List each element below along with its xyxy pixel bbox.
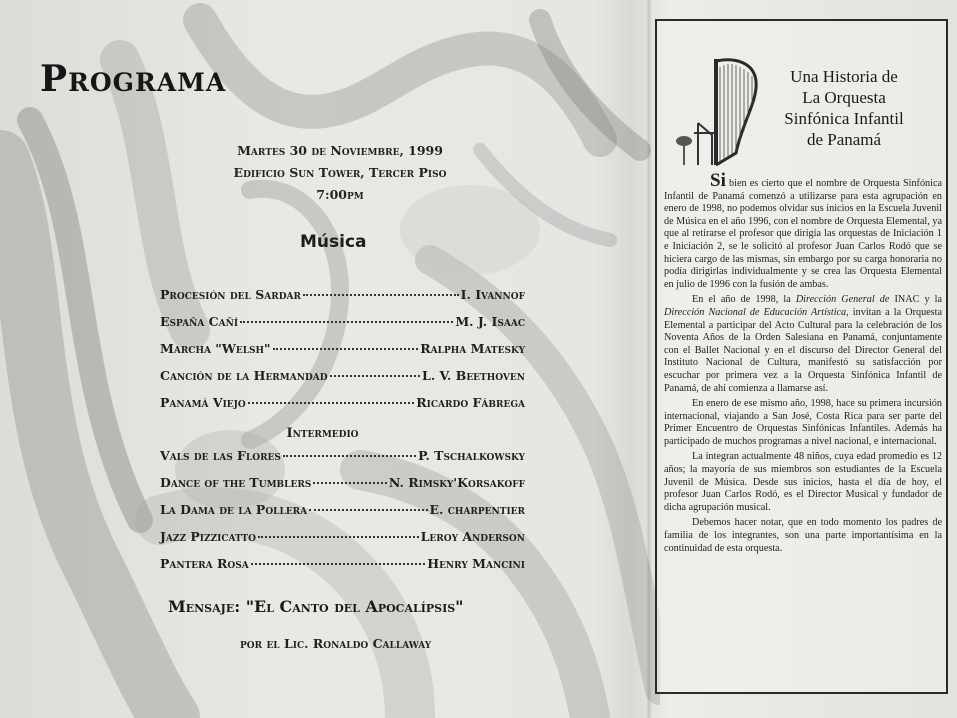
music-heading: Música [300,232,367,252]
program-item [160,556,525,583]
history-title-line: La Orquesta [802,88,886,107]
program-title: Programa [40,58,227,100]
program-item [160,395,525,422]
leader-dots [258,536,419,538]
history-title-line: Una Historia de [790,67,898,86]
intermission-heading: Intermedio [286,426,359,441]
program-item [160,448,525,475]
program-item [160,314,525,341]
fold-crease [646,0,652,718]
leader-dots [309,509,427,511]
program-item [160,475,525,502]
piece-title: Jazz Pizzicatto [160,529,256,544]
piece-composer: M. J. Isaac [455,314,525,329]
history-body [664,170,943,558]
history-paragraph: Debemos hacer notar, que en todo momento los padres de familia de los integrantes, son una parte importantísima en la continuidad de esta orquesta. [664,517,942,554]
leader-dots [303,294,459,296]
leader-dots [240,321,453,323]
program-item [160,529,525,556]
piece-title: Panamá Viejo [160,395,246,410]
event-date: Martes 30 de Noviembre, 1999 [237,143,443,158]
history-title [764,66,924,150]
program-item [160,287,525,314]
history-paragraph: La integran actualmente 48 niños, cuya edad promedio es 12 años; la mayoría de sus miembros son estudiantes de la Escuela Juvenil de Música. Desde sus inicios, hasta el día de hoy, el profesor Juan Carlos Rodó, es el Director Musical y fundador de dicha agrupación musical. [664,451,942,513]
piece-title: Canción de la Hermandad [160,368,328,383]
piece-composer: E. charpentier [429,502,525,517]
program-item [160,341,525,368]
history-paragraph: En enero de ese mismo año, 1998, hace su primera incursión internacional, viajando a San José, Costa Rica para ser parte del Primer Encuentro de Orquestas Sinfónicas Infantiles. Además ha participado de muchos programas a nivel nacional, e internacional. [664,398,942,447]
leader-dots [283,455,416,457]
piece-composer: Ricardo Fábrega [416,395,525,410]
leader-dots [330,375,421,377]
leader-dots [273,348,419,350]
drop-cap: Si [710,170,726,191]
piece-composer: Henry Mancini [427,556,525,571]
piece-title: España Cañí [160,314,239,329]
event-venue: Edificio Sun Tower, Tercer Piso [233,165,447,180]
history-paragraph: En el año de 1998, la Dirección General de INAC y la Dirección Nacional de Educación Artística, invitan a la Orquesta Elemental a participar del Acto Cultural para la celebración de los Noventa Años de la Orden Salesiana en Panamá, conjuntamente con el Ballet Nacional y en el discurso del Director General del Instituto Nacional de Cultura, manifestó su satisfacción por escuchar por primera vez a la Orquesta Sinfónica Infantil de Panamá, de ahí comienza a llamarse así. [664,294,943,394]
piece-composer: L. V. Beethoven [422,368,525,383]
piece-title: Procesión del Sardar [160,287,301,302]
piece-title: Pantera Rosa [160,556,249,571]
leader-dots [251,563,426,565]
event-info [210,140,470,206]
history-paragraph: Si bien es cierto que el nombre de Orquesta Sinfónica Infantil de Panamá comenzó a utilizarse para esta agrupación en enero de 1998, no podemos olvidar sus inicios en la Escuela Juvenil de Música en el año 1996, con el nombre de Orquesta Elemental, ya que al retirarse el profesor que dirigía las orquestas de Iniciación 1 e Iniciación 2, se le solicitó al profesor Juan Carlos Rodó que se hiciera cargo de las mismas, sin embargo por su carga honoraria no podía dirigirlas individualmente y se crea las Orquesta Elemental en julio de 1996 con la fusión de ambas. [664,170,943,290]
message-heading: Mensaje: "El Canto del Apocalípsis" [168,597,464,616]
piece-title: La Dama de la Pollera [160,502,308,517]
piece-composer: I. Ivannof [460,287,525,302]
event-time: 7:00pm [316,187,364,202]
piece-composer: N. Rimsky'Korsakoff [388,475,525,490]
piece-composer: Leroy Anderson [420,529,525,544]
leader-dots [313,482,387,484]
program-list [160,287,525,583]
piece-title: Vals de las Flores [160,448,281,463]
piece-composer: P. Tschalkowsky [418,448,525,463]
harp-icon [676,53,776,173]
program-item [160,368,525,395]
leader-dots [248,402,415,404]
history-title-line: de Panamá [806,130,882,149]
history-title-line: Sinfónica Infantil [784,109,904,128]
speaker-credit: por el Lic. Ronaldo Callaway [240,636,432,651]
piece-composer: Ralpha Matesky [420,341,525,356]
piece-title: Marcha "Welsh" [160,341,271,356]
piece-title: Dance of the Tumblers [160,475,312,490]
program-item [160,502,525,529]
